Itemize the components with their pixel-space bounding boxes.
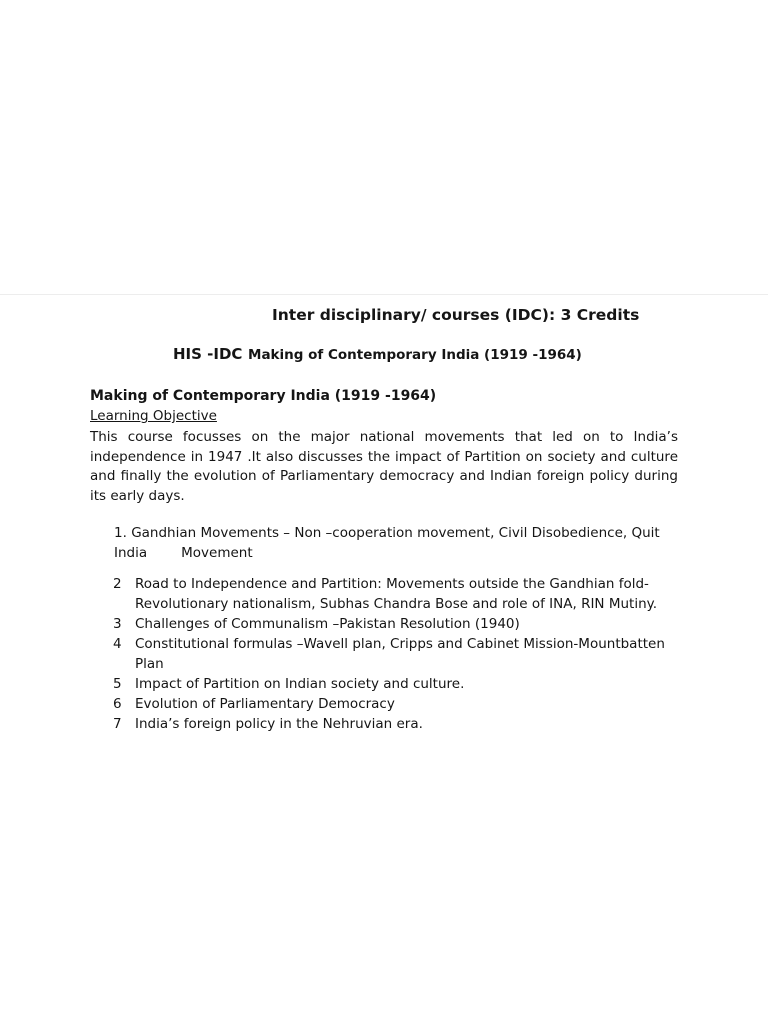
topic-number: 2 <box>113 576 122 592</box>
topic-number: 1. <box>114 525 127 541</box>
topic-text: Impact of Partition on Indian society and culture. <box>135 676 465 692</box>
topic-item-1-continuation <box>114 545 253 561</box>
topic-text: Road to Independence and Partition: Movements outside the Gandhian fold- <box>135 576 649 592</box>
topic-text: Challenges of Communalism –Pakistan Resolution (1940) <box>135 616 520 632</box>
topic-text-continuation: Plan <box>135 656 164 672</box>
topic-text-continuation: Revolutionary nationalism, Subhas Chandra Bose and role of INA, RIN Mutiny. <box>135 596 657 612</box>
topic-text: Constitutional formulas –Wavell plan, Cripps and Cabinet Mission-Mountbatten <box>135 636 665 652</box>
learning-objective-text: This course focusses on the major national movements that led on to India’s independence in 1947 .It also discusses the impact of Partition on society and culture and finally the evolution of Parliamentary democracy and Indian foreign policy during its early days. <box>90 429 678 504</box>
course-heading <box>173 344 582 363</box>
topic-text: Gandhian Movements – Non –cooperation movement, Civil Disobedience, Quit <box>131 525 660 541</box>
topic-item-1 <box>114 525 660 541</box>
topic-text-continuation: Movement <box>181 545 253 561</box>
learning-objective-label: Learning Objective <box>90 408 217 424</box>
page-divider <box>0 294 768 295</box>
course-title: Making of Contemporary India (1919 -1964) <box>248 347 582 363</box>
course-code: HIS -IDC <box>173 345 243 363</box>
topic-number: 4 <box>113 636 122 652</box>
topic-text-continuation: India <box>114 545 148 561</box>
topic-text: India’s foreign policy in the Nehruvian era. <box>135 716 423 732</box>
topic-number: 3 <box>113 616 122 632</box>
topic-number: 7 <box>113 716 122 732</box>
topic-number: 5 <box>113 676 122 692</box>
credits-heading: Inter disciplinary/ courses (IDC): 3 Credits <box>272 306 640 324</box>
section-title: Making of Contemporary India (1919 -1964) <box>90 388 437 404</box>
topic-text: Evolution of Parliamentary Democracy <box>135 696 395 712</box>
topic-number: 6 <box>113 696 122 712</box>
